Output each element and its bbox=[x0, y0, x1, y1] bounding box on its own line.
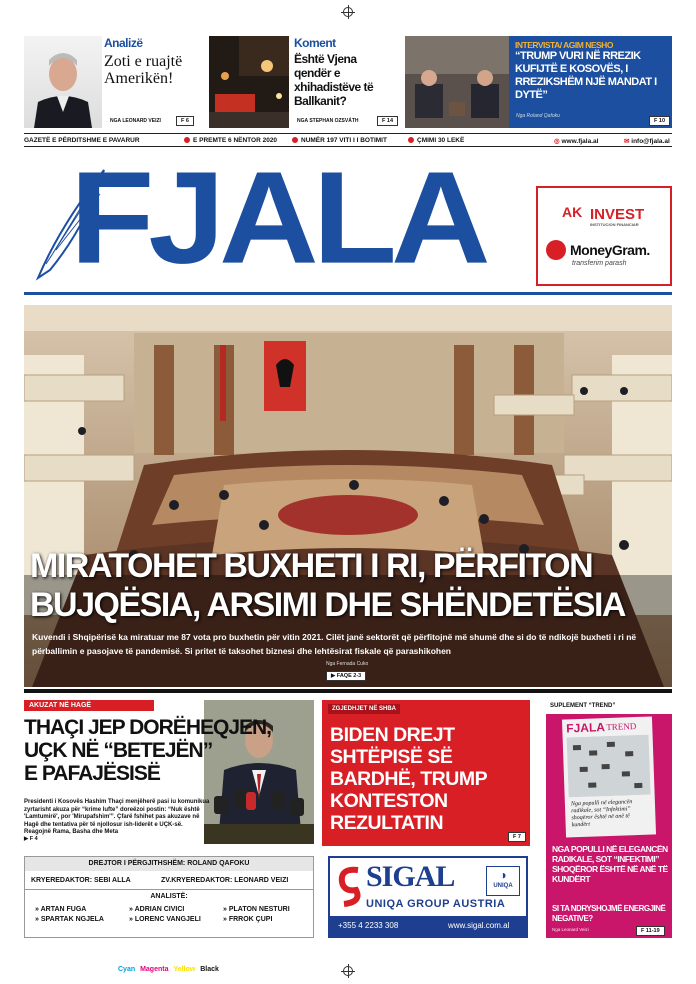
issue-number bbox=[292, 137, 387, 144]
analyst-name: » LORENC VANGJELI bbox=[129, 916, 201, 923]
story-body: Presidenti i Kosovës Hashim Thaçi menjëherë pasi iu komunikua zyrtarisht akuza për “krime lufte” doreëzoi postin: “Nuk është 'Lamtumirë', por 'Mirupafshim'”. Çfarë fshihet pas akuzave në Hagë dhe tentativa për të njollosur ish-liderët e UÇK-së. Reagojnë Rama, Basha dhe Meta bbox=[24, 799, 210, 836]
story-page: ▶ F 4 bbox=[24, 836, 38, 842]
masthead-title: FJALA bbox=[70, 144, 485, 292]
story-thaci[interactable] bbox=[24, 700, 314, 848]
lead-page-badge: ▶ FAQE 2-3 bbox=[326, 671, 366, 681]
masthead[interactable] bbox=[30, 144, 530, 292]
interview-photo bbox=[405, 36, 509, 128]
ad-brand-invest: INVEST bbox=[590, 206, 645, 223]
staff-box bbox=[24, 856, 314, 938]
teaser-koment[interactable] bbox=[209, 36, 399, 128]
teaser-kicker: INTERVISTA/ AGIM NESHO bbox=[515, 40, 613, 50]
analysts-col3 bbox=[223, 905, 290, 925]
page-badge: F 6 bbox=[176, 116, 194, 126]
supplement-cover-trend: TREND bbox=[606, 721, 637, 733]
color-cyan: Cyan bbox=[118, 966, 136, 973]
color-yellow: Yellow bbox=[173, 966, 196, 973]
registration-mark-bottom bbox=[343, 966, 353, 976]
page-badge: F 7 bbox=[508, 832, 526, 842]
story-headline-line3: E PAFAJËSISË bbox=[24, 762, 160, 785]
teaser-kicker: Koment bbox=[294, 36, 336, 50]
vienna-night-photo bbox=[209, 36, 289, 128]
uniqa-logo-text: UNIQA bbox=[493, 883, 513, 889]
sigal-logo-icon bbox=[336, 864, 364, 910]
staff-analysts-label: ANALISTË: bbox=[150, 893, 188, 900]
uniqa-logo bbox=[486, 866, 520, 896]
ad-brand-moneygram: MoneyGram. bbox=[570, 242, 650, 258]
email-text: info@fjala.al bbox=[631, 138, 670, 145]
lead-headline-line1: MIRATOHET BUXHETI I RI, PËRFITON bbox=[30, 547, 593, 585]
supplement-tag-bar bbox=[546, 700, 672, 714]
supplement-cover-title: FJALA bbox=[566, 720, 606, 736]
paper-tagline: GAZETË E PËRDITSHME E PAVARUR bbox=[24, 137, 140, 144]
moneygram-icon bbox=[546, 240, 566, 260]
lead-page-text: FAQE 2-3 bbox=[336, 673, 362, 679]
globe-icon: ◎ bbox=[554, 138, 562, 145]
sigal-tagline: UNIQA GROUP AUSTRIA bbox=[366, 898, 506, 910]
email-link[interactable] bbox=[624, 137, 670, 145]
lead-headline-line2: BUJQËSIA, ARSIMI DHE SHËNDETËSIA bbox=[30, 586, 625, 624]
teaser-byline: NGA STEPHAN OZSVÁTH bbox=[297, 118, 359, 124]
website-link[interactable] bbox=[554, 137, 598, 145]
website-text: www.fjala.al bbox=[561, 138, 599, 145]
story-tag: ZGJEDHJET NË SHBA bbox=[328, 704, 400, 714]
analyst-name: » SPARTAK NGJELA bbox=[35, 916, 104, 923]
supplement-headline: NGA POPULLI NË ELEGANCËN RADIKALE, SOT “INFEKTIMI” SHOQËROR ËSHTË NË ANË TË KUNDËRT bbox=[552, 844, 668, 884]
teaser-kicker: Analizë bbox=[104, 36, 143, 50]
supplement-trend[interactable] bbox=[546, 700, 672, 938]
staff-vice: ZV.KRYEREDAKTOR: LEONARD VEIZI bbox=[161, 877, 289, 884]
section-rule bbox=[24, 689, 672, 693]
mail-icon: ✉ bbox=[624, 138, 632, 145]
analyst-name: » ARTAN FUGA bbox=[35, 906, 87, 913]
analysts-col1 bbox=[35, 905, 104, 925]
lead-headline bbox=[30, 547, 670, 625]
supplement-cover bbox=[562, 716, 656, 837]
supplement-byline: Nga Leonard Veizi bbox=[552, 927, 589, 932]
story-tag: AKUZAT NË HAGË bbox=[24, 700, 154, 711]
story-headline-line1: THAÇI JEP DORËHEQJEN, bbox=[24, 716, 272, 739]
sigal-web: www.sigal.com.al bbox=[448, 921, 510, 930]
color-magenta: Magenta bbox=[140, 966, 169, 973]
analyst-name: » ADRIAN CIVICI bbox=[129, 906, 185, 913]
registration-mark-top bbox=[343, 7, 353, 17]
color-black: Black bbox=[200, 966, 219, 973]
story-page-text: F 4 bbox=[29, 836, 38, 842]
issue-price bbox=[408, 137, 464, 144]
ad-brand-invest-sub: INSTITUCION FINANCIAR bbox=[590, 222, 639, 227]
teaser-intervista[interactable] bbox=[405, 36, 672, 128]
sigal-footer bbox=[330, 916, 526, 936]
ad-brand-moneygram-sub: transferim parash bbox=[572, 260, 627, 267]
sigal-phone: +355 4 2233 308 bbox=[338, 921, 399, 930]
ak-logo-icon: AK bbox=[562, 204, 583, 220]
page-badge: F 10 bbox=[649, 116, 670, 126]
color-bar bbox=[118, 966, 219, 973]
lead-story[interactable] bbox=[24, 305, 672, 687]
staff-chief: KRYEREDAKTOR: SEBI ALLA bbox=[31, 877, 131, 884]
teaser-analize[interactable] bbox=[24, 36, 200, 128]
issue-date bbox=[184, 137, 277, 144]
teaser-headline: Zoti e ruajtë Amerikën! bbox=[104, 53, 183, 87]
lead-body: Kuvendi i Shqipërisë ka miratuar me 87 vota pro buxhetin për vitin 2021. Cilët janë sektorët që përfitojnë më shumë dhe si do të ndikojë buxheti i ri në përballimin e pasojave të pandemisë. Si pritet të taksohet biznesi dhe lehtësirat fiskale që parashikohen bbox=[32, 632, 637, 656]
lead-byline: Nga Fernada Cuko bbox=[326, 661, 369, 667]
story-headline: BIDEN DREJT SHTËPISË SË BARDHË, TRUMP KONTESTON REZULTATIN bbox=[330, 724, 487, 834]
supplement-tag: SUPLEMENT “TREND” bbox=[550, 703, 616, 709]
issue-date-text: E PREMTE 6 NËNTOR 2020 bbox=[193, 137, 278, 144]
teaser-headline: “TRUMP VURI NË RREZIK KUFIJTË E KOSOVËS, I RREZIKSHËM NJË MANDAT I DYTË” bbox=[515, 50, 657, 101]
story-headline bbox=[24, 716, 274, 785]
analysts-col2 bbox=[129, 905, 201, 925]
ad-sigal[interactable] bbox=[328, 856, 528, 938]
supplement-page: F 11-19 bbox=[636, 926, 665, 936]
ad-ak-invest-moneygram[interactable] bbox=[536, 186, 672, 286]
portrait-photo bbox=[24, 36, 102, 128]
story-headline-line2: UÇK NË “BETEJËN” bbox=[24, 739, 213, 762]
teaser-byline: Nga Roland Qafoku bbox=[516, 113, 560, 119]
sigal-brand: SIGAL bbox=[366, 860, 455, 893]
supplement-cover-image bbox=[567, 735, 651, 798]
story-biden[interactable] bbox=[322, 700, 530, 846]
staff-divider bbox=[25, 889, 313, 890]
masthead-rule bbox=[24, 292, 672, 295]
page-badge: F 14 bbox=[377, 116, 398, 126]
teaser-headline: Është Vjena qendër e xhihadistëve të Ballkanit? bbox=[294, 52, 374, 108]
supplement-sub: SI TA NDRYSHOJMË ENERGJINË NEGATIVE? bbox=[552, 904, 666, 923]
issue-price-text: ÇMIMI 30 LEKË bbox=[417, 137, 465, 144]
analyst-name: » PLATON NESTURI bbox=[223, 906, 290, 913]
issue-number-text: NUMËR 197 VITI I I BOTIMIT bbox=[301, 137, 387, 144]
uniqa-logo-icon: ◑ bbox=[499, 868, 507, 882]
staff-director: DREJTOR I PËRGJITHSHËM: ROLAND QAFOKU bbox=[25, 857, 313, 871]
supplement-cover-text: Nga populli në elegancën radikale, sot “Infektimi” shoqëror është në anë të kundërt bbox=[570, 799, 633, 829]
teaser-byline: NGA LEONARD VEIZI bbox=[110, 118, 161, 124]
analyst-name: » FRROK ÇUPI bbox=[223, 916, 273, 923]
